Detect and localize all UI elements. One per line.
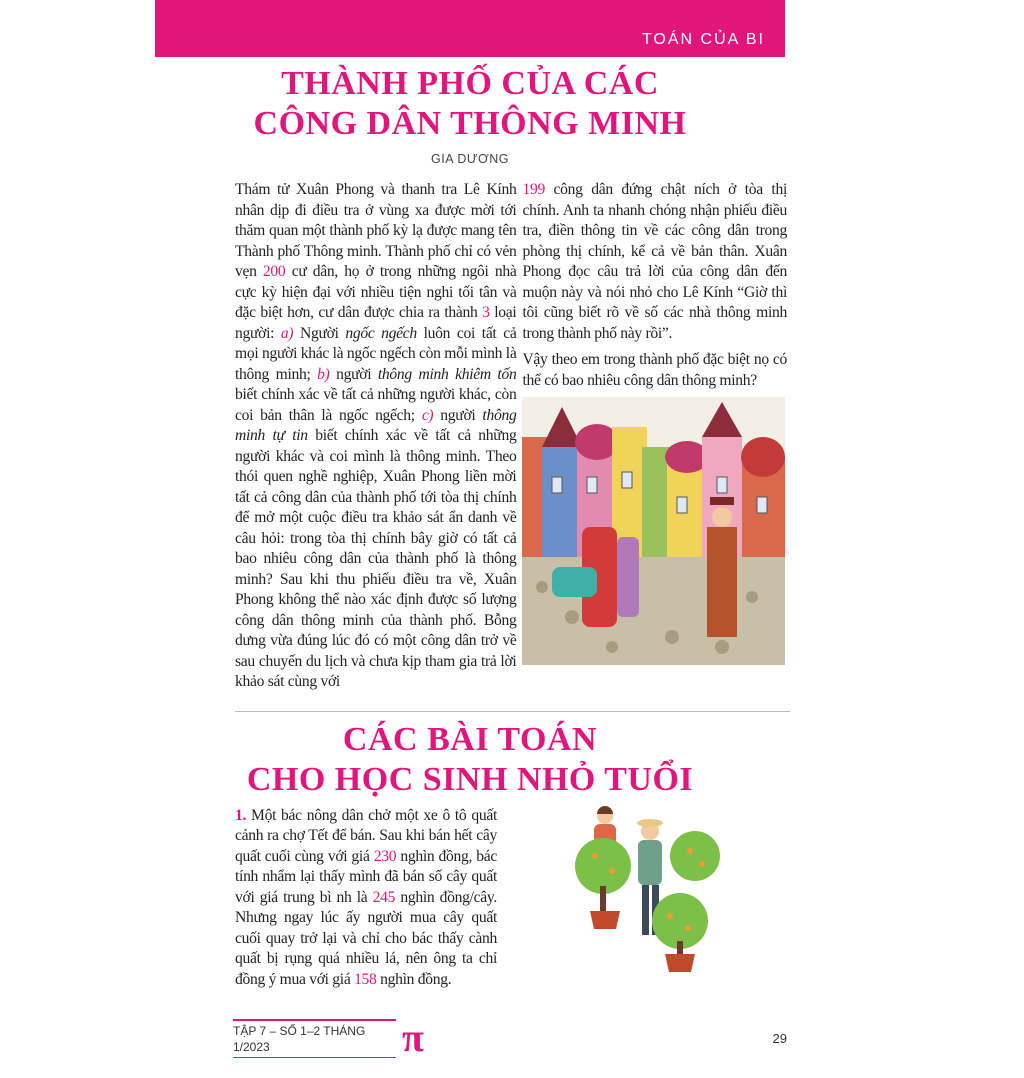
highlighted-text: 199	[522, 181, 545, 198]
highlighted-text: 230	[373, 847, 397, 865]
article-title-line-2: CÔNG DÂN THÔNG MINH	[253, 105, 687, 142]
article-question	[522, 350, 787, 391]
highlighted-text: thông minh khiêm tốn	[377, 365, 517, 383]
highlighted-text: 200	[262, 263, 286, 280]
body-text: công dân đứng chật ních ở tòa thị chính. Anh ta nhanh chóng nhận phiếu điều tra, điền thông tin về các công dân trong phòng thị chính, kể cả về bản thân. Xuân Phong đọc câu trả lời của công dân đến muộn này và nói nhỏ cho Lê Kính “Giờ thì tôi cũng biết rõ về số các nhà thông minh trong thành phố này rồi”.	[522, 181, 787, 342]
footer-rule-bottom	[233, 1057, 396, 1058]
highlighted-text: c)	[421, 406, 434, 424]
body-text: loại người:	[235, 304, 517, 342]
problems-column	[235, 806, 497, 997]
article-paragraph	[522, 180, 787, 344]
page-footer	[233, 1015, 787, 1060]
body-text: Thám tử Xuân Phong và thanh tra Lê Kính nhân dịp đi điều tra ở vùng xa được mời tới thăm quan một thành phố kỳ lạ được mang tên Thành phố Thông minh. Thành phố chỉ có vẻn vẹn	[235, 181, 517, 280]
body-text: nghìn đồng/cây. Nhưng ngay lúc ấy người mua cây quất cuối quay trở lại và chỉ cho bác thấy cành quất bị rụng quá nhiều lá, nên ông ta chỉ đồng ý mua với giá	[235, 888, 497, 988]
body-text: biết chính xác về tất cả những người khác, còn coi bản thân là ngốc ngếch;	[235, 386, 517, 424]
problems-title-line-2: CHO HỌC SINH NHỎ TUỔI	[246, 760, 694, 798]
body-text: luôn coi tất cả mọi người khác là ngốc ngếch còn mỗi mình là thông minh;	[235, 324, 517, 383]
section-label: TOÁN CỦA BI	[641, 31, 765, 48]
body-text: Người	[293, 324, 346, 342]
problem-1-text	[235, 806, 497, 991]
section-header-bar	[155, 0, 785, 57]
kumquat-trees-illustration	[570, 806, 730, 976]
body-text: người	[433, 406, 483, 424]
highlighted-text: thông minh tự tin	[235, 406, 517, 444]
highlighted-text: a)	[280, 324, 294, 342]
footer-issue: TẬP 7 – SỐ 1–2 THÁNG 1/2023	[233, 1023, 366, 1054]
footer-issue-block	[233, 1019, 396, 1058]
article-right-column	[522, 180, 787, 665]
pi-logo: π	[402, 1015, 424, 1060]
body-text: nghìn đồng, bác tính nhẩm lại thấy mình đã bán số cây quất với giá trung bì nh là	[235, 847, 497, 906]
highlighted-text: ngốc ngếch	[345, 324, 417, 342]
highlighted-text: 3	[482, 304, 490, 321]
section-divider	[235, 711, 790, 712]
article-paragraph	[235, 180, 516, 693]
body-text: nghìn đồng.	[376, 970, 452, 988]
article-columns	[235, 180, 787, 699]
highlighted-text: 1.	[235, 806, 247, 824]
body-text: người	[329, 365, 378, 383]
article-left-column	[235, 180, 516, 699]
body-text: Vậy theo em trong thành phố đặc biệt nọ có thể có bao nhiêu công dân thông minh?	[522, 351, 787, 389]
city-detectives-illustration	[522, 397, 785, 665]
body-text: biết chính xác về tất cả những người khác và coi mình là thông minh. Theo thói quen nghề nghiệp, Xuân Phong liền mời tất cả công dân của thành phố tới tòa thị chính để mở một cuộc điều tra khảo sát ẩn danh về câu hỏi: trong tòa thị chính bây giờ có tất cả bao nhiêu công dân của thành phố là thông minh? Sau khi thu phiếu điều tra về, Xuân Phong không thể nào xác định được số lượng công dân thông minh của thành phố. Bỗng dưng vừa đúng lúc đó có một công dân trở về sau chuyến du lịch và chưa kịp tham gia trả lời khảo sát cùng với	[235, 427, 517, 690]
page-number: 29	[772, 1030, 787, 1046]
highlighted-text: b)	[317, 365, 330, 383]
article-title-line-1: THÀNH PHỐ CỦA CÁC	[281, 65, 659, 102]
article-author: GIA DƯƠNG	[431, 152, 509, 166]
problems-title-line-1: CÁC BÀI TOÁN	[342, 720, 598, 758]
body-text: Một bác nông dân chở một xe ô tô quất cảnh ra chợ Tết để bán. Sau khi bán hết cây quất cuối cùng với giá	[235, 806, 497, 865]
body-text: cư dân, họ ở trong những ngôi nhà cực kỳ hiện đại với nhiều tiện nghi tối tân và đặc biệt hơn, cư dân được chia ra thành	[235, 263, 517, 321]
highlighted-text: 158	[354, 970, 377, 988]
highlighted-text: 245	[372, 888, 396, 906]
magazine-page	[155, 0, 787, 1078]
problems-section	[235, 806, 787, 997]
